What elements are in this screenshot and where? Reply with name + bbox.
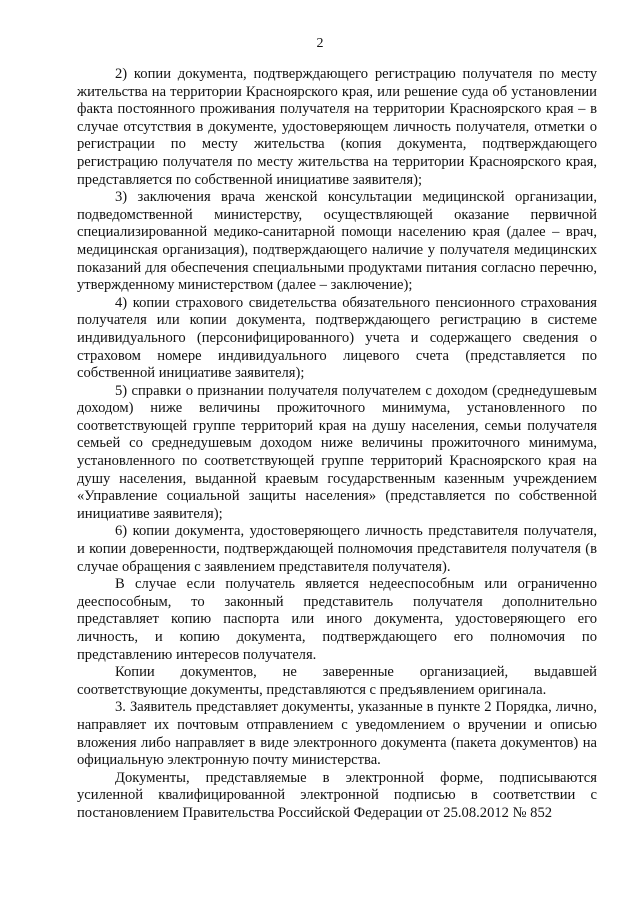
paragraph-electronic-docs: Документы, представляемые в электронной форме, подписываются усиленной квалифицированной электронной подписью в соответствии с постановлением Правительства Российской Федерации от 25.08.2012 № 852 — [77, 769, 597, 821]
paragraph-item-5: 5) справки о признании получателя получателем с доходом (среднедушевым доходом) ниже величины прожиточного минимума, установленного по соответствующей группе территорий края на душу населения, семьи получателя семьей со среднедушевым доходом ниже величины прожиточного минимума, установленного по соответствующей группе территорий Красноярского края на душу населения, выданной краевым государственным казенным учреждением «Управление социальной защиты населения» (представляется по собственной инициативе заявителя); — [77, 382, 597, 522]
paragraph-item-2: 2) копии документа, подтверждающего регистрацию получателя по месту жительства на территории Красноярского края, или решение суда об установлении факта постоянного проживания получателя на территории Красноярского края – в случае отсутствия в документе, удостоверяющем личность получателя, отметки о регистрации по месту жительства (копия документа, подтверждающего регистрацию получателя по месту жительства на территории Красноярского края, представляется по собственной инициативе заявителя); — [77, 66, 597, 188]
paragraph-item-3: 3) заключения врача женской консультации медицинской организации, подведомственной министерству, осуществляющей оказание первичной специализированной медико-санитарной помощи населению края (далее – врач, медицинская организация), подтверждающего наличие у получателя медицинских показаний для обеспечения специальными продуктами питания согласно перечню, утвержденному министерством (далее – заключение); — [77, 189, 597, 294]
document-body — [77, 66, 597, 823]
paragraph-clause-3: 3. Заявитель представляет документы, указанные в пункте 2 Порядка, лично, направляет их почтовым отправлением с уведомлением о вручении и описью вложения либо направляет в виде электронного документа (пакета документов) на официальную электронную почту министерства. — [77, 699, 597, 769]
paragraph-copies: Копии документов, не заверенные организацией, выдавшей соответствующие документы, представляются с предъявлением оригинала. — [77, 664, 597, 698]
paragraph-item-4: 4) копии страхового свидетельства обязательного пенсионного страхования получателя или копии документа, подтверждающего регистрацию в системе индивидуального (персонифицированного) учета и содержащего сведения о страховом номере индивидуального лицевого счета (представляется по собственной инициативе заявителя); — [77, 294, 597, 382]
paragraph-item-6: 6) копии документа, удостоверяющего личность представителя получателя, и копии доверенности, подтверждающей полномочия представителя получателя (в случае обращения с заявлением представителя получателя). — [77, 523, 597, 575]
paragraph-legal-representative: В случае если получатель является недееспособным или ограниченно дееспособным, то законный представитель получателя дополнительно представляет копию паспорта или иного документа, удостоверяющего его личность, и копию документа, подтверждающего его полномочия по представлению интересов получателя. — [77, 576, 597, 663]
page-number: 2 — [316, 36, 324, 51]
